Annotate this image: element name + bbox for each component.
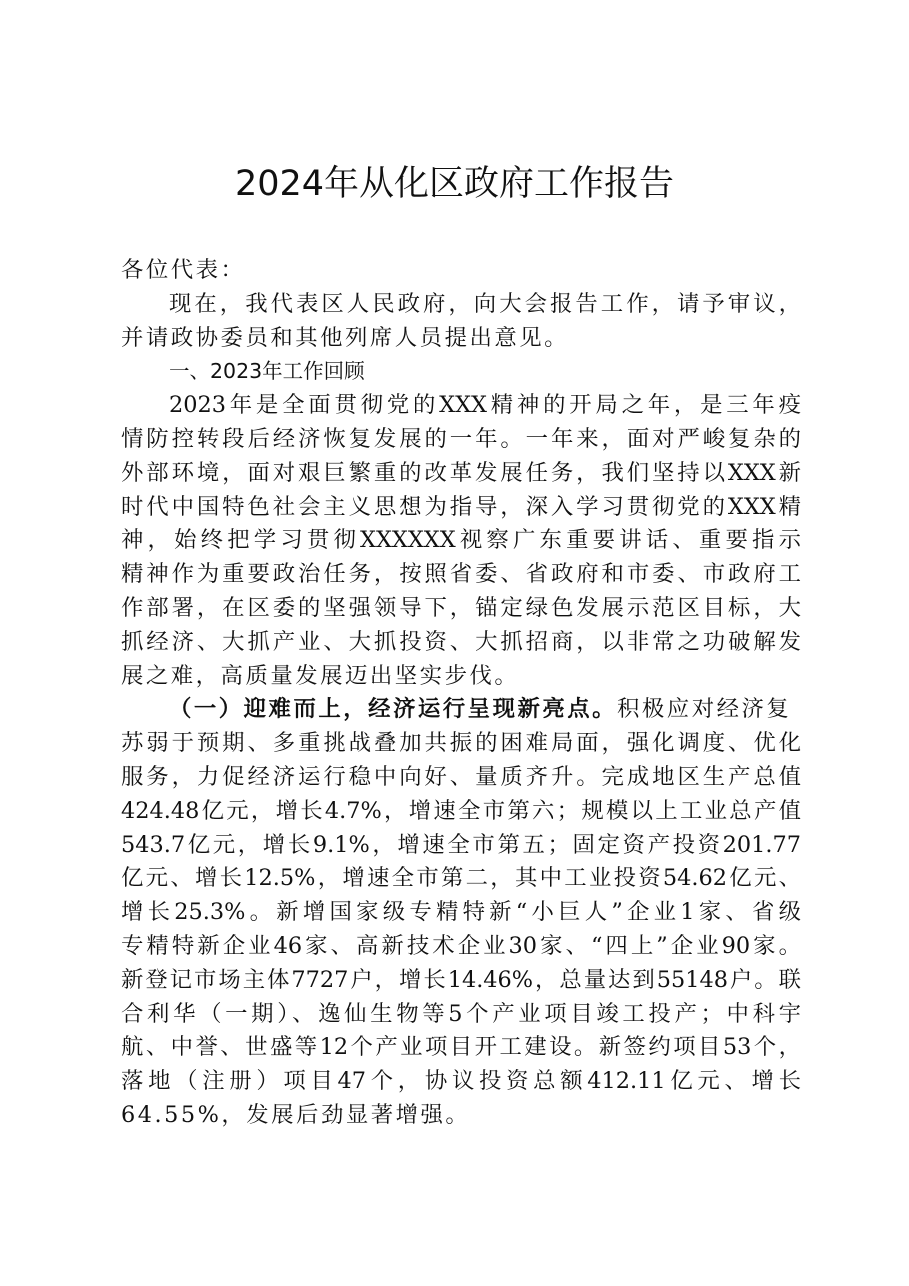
paragraph-line: 外部环境，面对艰巨繁重的改革发展任务，我们坚持以XXX新 — [121, 459, 801, 486]
paragraph-line: 2023年是全面贯彻党的XXX精神的开局之年，是三年疫 — [169, 392, 801, 419]
paragraph-line: 增长25.3%。新增国家级专精特新“小巨人”企业1家、省级 — [121, 899, 801, 926]
paragraph-line: 服务，力促经济运行稳中向好、量质齐升。完成地区生产总值 — [121, 763, 801, 790]
paragraph-line: 64.55%，发展后劲显著增强。 — [121, 1101, 471, 1128]
paragraph-line: 新登记市场主体7727户，增长14.46%，总量达到55148户。联 — [121, 966, 801, 993]
paragraph-line: 精神作为重要政治任务，按照省委、省政府和市委、市政府工 — [121, 561, 801, 588]
subsection-heading: （一）迎难而上，经济运行呈现新亮点。 — [169, 696, 618, 723]
subsection-first-line-rest: 积极应对经济复 — [617, 696, 792, 723]
paragraph-line: 抓经济、大抓产业、大抓投资、大抓招商，以非常之功破解发 — [121, 628, 801, 655]
subsection-first-line — [121, 693, 801, 727]
intro-line: 现在，我代表区人民政府，向大会报告工作，请予审议， — [169, 290, 801, 317]
paragraph-line: 神，始终把学习贯彻XXXXXX视察广东重要讲话、重要指示 — [121, 527, 801, 554]
paragraph-line: 苏弱于预期、多重挑战叠加共振的困难局面，强化调度、优化 — [121, 730, 801, 757]
intro-line: 并请政协委员和其他列席人员提出意见。 — [121, 324, 570, 351]
paragraph-line: 航、中誉、世盛等12个产业项目开工建设。新签约项目53个， — [121, 1034, 801, 1061]
document-body — [121, 254, 801, 1133]
paragraph-line: 作部署，在区委的坚强领导下，锚定绿色发展示范区目标，大 — [121, 594, 801, 621]
paragraph-line: 424.48亿元，增长4.7%，增速全市第六；规模以上工业总产值 — [121, 797, 801, 824]
paragraph-line: 亿元、增长12.5%，增速全市第二，其中工业投资54.62亿元、 — [121, 865, 801, 892]
paragraph-line: 专精特新企业46家、高新技术企业30家、“四上”企业90家。 — [121, 932, 801, 959]
document-title: 2024年从化区政府工作报告 — [234, 164, 675, 204]
salutation: 各位代表： — [121, 257, 246, 283]
paragraph-line: 情防控转段后经济恢复发展的一年。一年来，面对严峻复杂的 — [121, 425, 801, 452]
paragraph-line: 合利华（一期）、逸仙生物等5个产业项目竣工投产；中科宇 — [121, 1000, 801, 1027]
paragraph-line: 落地（注册）项目47个，协议投资总额412.11亿元、增长 — [121, 1068, 801, 1095]
paragraph-line: 展之难，高质量发展迈出坚实步伐。 — [121, 662, 520, 689]
section-heading: 一、2023年工作回顾 — [169, 359, 365, 384]
paragraph-line: 时代中国特色社会主义思想为指导，深入学习贯彻党的XXX精 — [121, 493, 801, 520]
paragraph-line: 543.7亿元，增长9.1%，增速全市第五；固定资产投资201.77 — [121, 831, 801, 858]
